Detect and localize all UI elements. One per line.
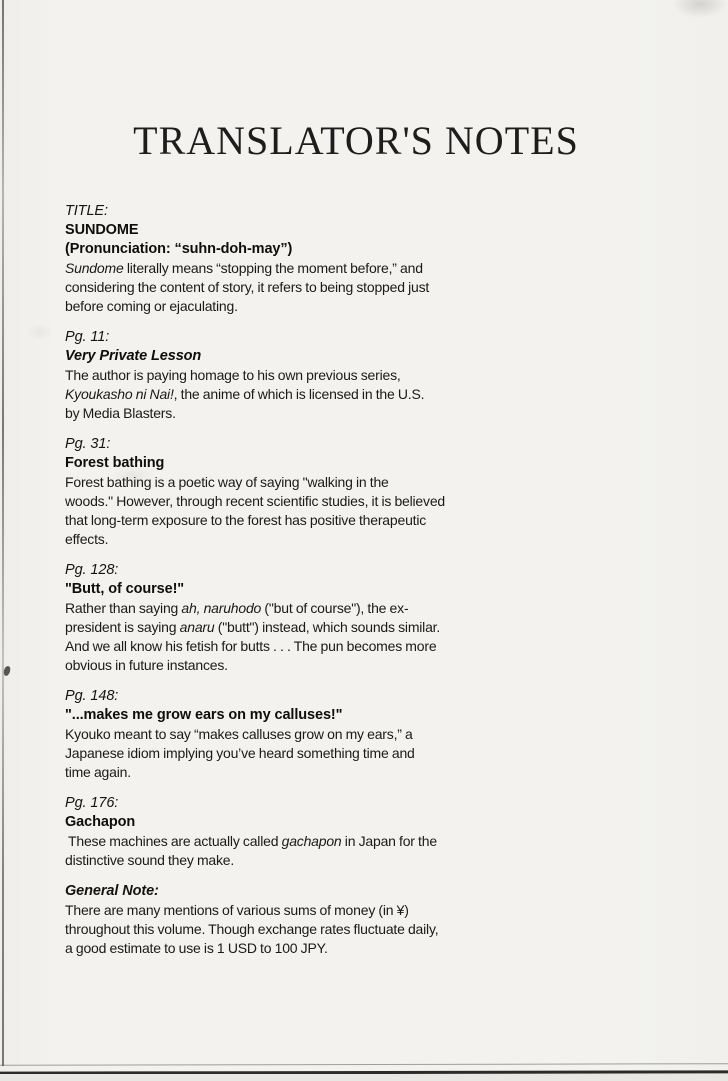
body-line: The author is paying homage to his own previous series, [65, 366, 401, 383]
section-heading-line: "...makes me grow ears on my calluses!" [65, 706, 343, 723]
section-heading [65, 454, 495, 473]
section-heading [65, 580, 495, 599]
body-line: Forest bathing is a poetic way of saying "walking in the [65, 473, 389, 490]
body-line: Kyouko meant to say “makes calluses grow on my ears,” a [65, 725, 413, 742]
section-body [65, 473, 495, 549]
body-line: that long-term exposure to the forest has positive therapeutic [65, 511, 427, 528]
note-section [65, 794, 495, 870]
section-label: Pg. 176: [65, 794, 119, 811]
section-heading [65, 221, 495, 259]
section-body [65, 259, 495, 316]
note-section [65, 687, 495, 782]
body-line: These machines are actually called gachapon in Japan for the [65, 832, 437, 849]
section-body [65, 366, 495, 423]
page-title: TRANSLATOR'S NOTES [133, 117, 579, 163]
section-label: General Note: [65, 882, 159, 899]
body-line: There are many mentions of various sums of money (in ¥) [65, 901, 409, 918]
section-heading [65, 706, 495, 725]
section-heading-line: (Pronunciation: “suhn-doh-may”) [65, 240, 293, 257]
section-label: Pg. 11: [65, 328, 110, 345]
body-line: throughout this volume. Though exchange rates fluctuate daily, [65, 920, 439, 937]
section-heading-line: Very Private Lesson [65, 347, 202, 364]
body-line: Japanese idiom implying you’ve heard something time and [65, 744, 415, 761]
section-label: Pg. 148: [65, 687, 119, 704]
section-body [65, 832, 495, 870]
section-heading [65, 813, 495, 832]
scan-edge-left [2, 0, 4, 1066]
section-body [65, 725, 495, 782]
section-label: TITLE: [65, 202, 108, 219]
body-line: considering the content of story, it refers to being stopped just [65, 278, 430, 295]
section-label: Pg. 31: [65, 435, 111, 452]
body-line: before coming or ejaculating. [65, 297, 238, 314]
section-heading-line: Gachapon [65, 813, 136, 830]
note-section [65, 328, 495, 423]
notes-sections [65, 202, 495, 958]
section-heading-line: "Butt, of course!" [65, 580, 185, 597]
body-line: Kyoukasho ni Nai!, the anime of which is licensed in the U.S. [65, 385, 425, 402]
note-section [65, 882, 495, 958]
body-line: distinctive sound they make. [65, 851, 235, 868]
body-line: obvious in future instances. [65, 656, 228, 673]
body-line: Rather than saying ah, naruhodo ("but of course"), the ex- [65, 599, 409, 616]
note-section [65, 561, 495, 675]
section-heading-line: Forest bathing [65, 454, 165, 471]
body-line: Sundome literally means “stopping the moment before,” and [65, 259, 423, 276]
body-line: president is saying anaru ("butt") instead, which sounds similar. [65, 618, 441, 635]
body-line: woods." However, through recent scientific studies, it is believed [65, 492, 445, 509]
note-section [65, 435, 495, 549]
ink-mark [3, 665, 11, 676]
section-body [65, 599, 495, 675]
body-line: time again. [65, 763, 131, 780]
section-body [65, 901, 495, 958]
section-heading [65, 347, 495, 366]
page-bottom-edge-thin [0, 1063, 728, 1066]
body-line: a good estimate to use is 1 USD to 100 JPY. [65, 939, 328, 956]
note-section [65, 202, 495, 316]
body-line: And we all know his fetish for butts . . . The pun becomes more [65, 637, 437, 654]
section-heading-line: SUNDOME [65, 221, 139, 238]
body-line: effects. [65, 530, 109, 547]
body-line: by Media Blasters. [65, 404, 176, 421]
section-label: Pg. 128: [65, 561, 119, 578]
next-page-sliver [0, 1074, 728, 1081]
